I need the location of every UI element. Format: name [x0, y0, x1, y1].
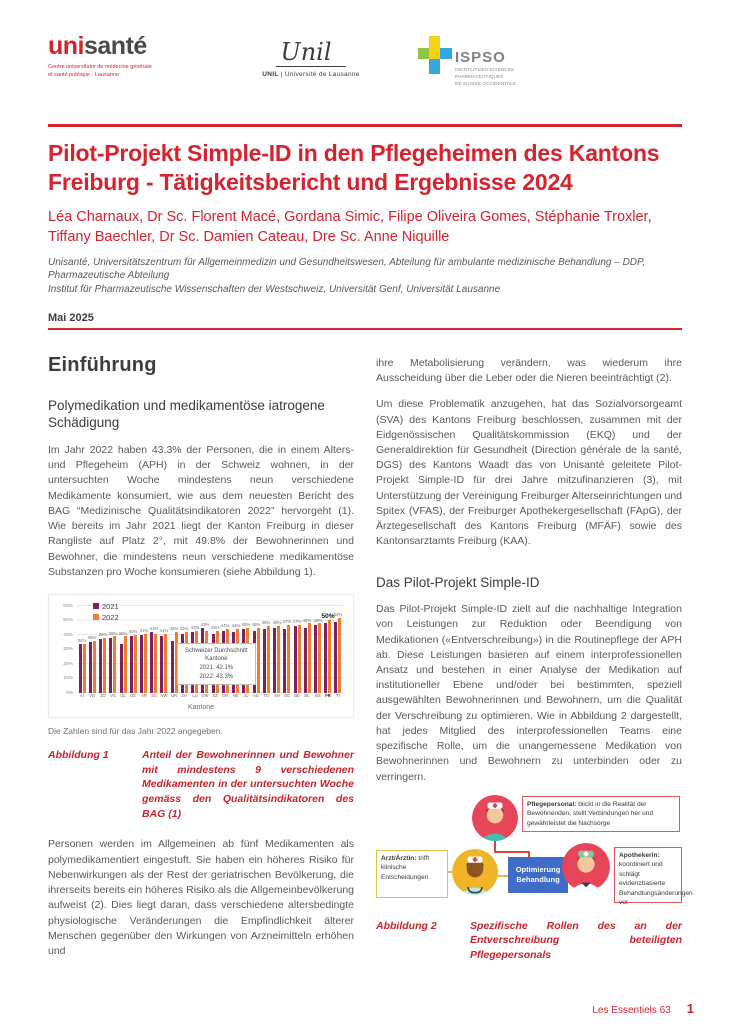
- bar: [124, 636, 127, 693]
- bar: [263, 629, 266, 693]
- connector-nurse-across: [494, 851, 530, 853]
- bar: [318, 623, 321, 693]
- bar-group: [292, 606, 302, 699]
- chart-legend: [93, 602, 119, 624]
- bar-value-label: 41%: [159, 628, 169, 633]
- bar-group: [282, 606, 292, 699]
- unisante-logo: [48, 34, 198, 80]
- right-column: [376, 354, 693, 963]
- chart-annotation-box: [177, 643, 256, 686]
- unisante-wordmark: [48, 34, 198, 59]
- bar-value-label: 47%: [292, 619, 302, 624]
- bar-value-label: 43%: [200, 622, 210, 627]
- bar-value-label: 34%: [77, 638, 87, 643]
- x-tick-label: VD: [89, 693, 96, 699]
- chart-x-axis-label: Kantone: [187, 703, 215, 711]
- ispso-cross-icon: [418, 36, 452, 76]
- bar-value-label: 43%: [210, 625, 220, 630]
- bar-group: [271, 606, 281, 699]
- x-tick-label: SO: [283, 693, 290, 699]
- bar-group: [77, 606, 87, 699]
- bar: [338, 618, 341, 693]
- section-heading-einfuehrung: Einführung: [48, 353, 157, 376]
- bar-value-label: 39%: [118, 631, 128, 636]
- x-tick-label: BS: [314, 693, 321, 699]
- x-tick-label: AG: [253, 693, 260, 699]
- x-tick-label: NW: [160, 693, 168, 699]
- bar-value-label: 38%: [98, 632, 107, 638]
- affiliation-line-1: Unisanté, Universitätszentrum für Allgemeinmedizin und Gesundheitswesen, Abteilung für ambulante medizinische Behandlung – DDP, Pharmazeutische Abteilung: [48, 256, 646, 282]
- ispso-caption-line1: INSTITUT DES SCIENCES: [455, 67, 515, 72]
- header-logos: [48, 34, 682, 96]
- authors-line: Léa Charnaux, Dr Sc. Florent Macé, Gordana Simic, Filipe Oliveira Gomes, Stéphanie Troxler, Tiffany Baechler, Dr Sc. Damien Cateau, Dre Sc. Anne Niquille: [48, 209, 652, 245]
- legend-item: [93, 613, 119, 622]
- bar-value-label: 48%: [313, 618, 322, 623]
- nurse-role-description: blickt in die Realität der Bewohnenden, stellt Verbindungen her und gewährleistet die Nachsorge: [527, 800, 654, 827]
- publication-date: Mai 2025: [48, 311, 94, 324]
- bar-value-label: 52%: [333, 612, 343, 617]
- bar-value-label: 39%: [108, 631, 118, 636]
- bar: [103, 638, 106, 693]
- unisante-brand-uni: uni: [48, 32, 84, 60]
- figure-2-diagram: [376, 795, 693, 907]
- affiliations: [48, 256, 682, 297]
- x-tick-label: TI: [336, 693, 340, 699]
- x-tick-label: VS: [110, 693, 116, 699]
- x-tick-label: SG: [150, 693, 157, 699]
- bar-group: [261, 606, 271, 699]
- paragraph-3: ihre Metabolisierung verändern, was wiederum ihre Ausscheidung über die Leber oder die Nieren beeinträchtigt (2).: [376, 356, 682, 385]
- unisante-tagline-line1: Centre universitaire de médecine générale: [48, 64, 152, 70]
- bar-value-label: 50%: [321, 612, 335, 620]
- bar: [164, 634, 167, 693]
- bar-value-label: 48%: [302, 618, 312, 623]
- subheading-pilot-projekt: Das Pilot-Projekt Simple-ID: [376, 574, 540, 590]
- bar: [134, 635, 137, 693]
- x-tick-label: LU: [192, 693, 198, 699]
- x-tick-label: AR: [140, 693, 147, 699]
- nurse-avatar: [472, 795, 518, 841]
- page-number: 1: [686, 1001, 694, 1016]
- doctor-avatar-graphic: [452, 849, 498, 895]
- legend-label: 2021: [102, 601, 119, 611]
- bar: [328, 620, 331, 693]
- unisante-tagline-line2: et santé publique · Lausanne: [48, 72, 119, 79]
- chart-footnote: Die Zahlen sind für das Jahr 2022 angegeben.: [48, 725, 223, 736]
- bar-value-label: 47%: [282, 619, 292, 624]
- nurse-role-box: [522, 796, 680, 833]
- pharmacist-avatar-graphic: [562, 843, 610, 891]
- ispso-caption-line3: DE SUISSE OCCIDENTALE: [455, 80, 517, 86]
- bar: [99, 639, 102, 693]
- pharmacist-role-title: Apothekerin:: [619, 851, 660, 859]
- ispso-cross-bottom: [429, 59, 440, 74]
- ispso-cross-right: [440, 48, 452, 59]
- ispso-cross-left: [418, 48, 429, 59]
- bar: [257, 628, 260, 693]
- unil-caption-rest: | Université de Lausanne: [278, 71, 360, 78]
- bar: [113, 636, 116, 693]
- unil-script-wordmark: Unil: [276, 40, 345, 67]
- nurse-avatar-graphic: [472, 795, 518, 841]
- ispso-text: [455, 36, 516, 87]
- bar-value-label: 41%: [139, 628, 148, 633]
- x-tick-label: GR: [222, 693, 229, 699]
- doctor-role-description: trifft klinische Entscheidungen: [381, 854, 430, 881]
- bar: [89, 642, 92, 693]
- figure-1-caption-text: Anteil der Bewohnerinnen und Bewohner mit mindestens 9 verschiedenen Medikamenten in der untersuchten Woche gemäss den Qualitätsindikatoren des BAG (1): [142, 748, 354, 820]
- bar-value-label: 41%: [149, 626, 159, 632]
- unisante-brand-sante: santé: [84, 32, 147, 60]
- bar-group: [138, 606, 148, 699]
- paragraph-2: Personen werden im Allgemeinen ab fünf Medikamenten als polymedikamentiert eingestuft. Sie haben ein höheres Risiko für Nebenwirkungen als der Rest der geriatrischen Bevölkerung, die ihrerseits bereits ein höheres Risiko als die Allgemeinbevölkerung aufweist (2). Dies liegt daran, dass verschiedene altersbedingte physiologische Veränderungen die Empfindlichkeit älterer Menschen gegenüber den Wirkungen von Arzneimitteln erhöhen und: [48, 838, 354, 957]
- paragraph-1: Im Jahr 2022 haben 43.3% der Personen, die in einem Alters- und Pflegeheim (APH) in der Schweiz wohnen, in der untersuchten Woche mindestens neun verschiedene Medikamente konsumiert, wie aus dem neuesten Bericht des BAG “Medizinische Qualitätsindikatoren 2022” hervorgeht (1). Wie bereits im Jahr 2021 liegt der Kanton Freiburg in dieser Rangliste auf Platz 2°, mit 49.8% der Bewohnerinnen und Bewohner, die mindestens neun verschiedene medikamentöse Substanzen pro Woche konsumieren (siehe Abbildung 1).: [48, 444, 354, 578]
- bar-value-label: 42%: [180, 626, 189, 632]
- bar-group: [333, 606, 343, 699]
- x-tick-label: TG: [263, 693, 270, 699]
- ispso-name: ISPSO: [455, 49, 506, 66]
- bar: [140, 635, 143, 693]
- bar: [273, 628, 276, 693]
- x-tick-label: AI: [80, 693, 85, 699]
- bar-group: [128, 606, 138, 699]
- bar: [294, 626, 297, 693]
- bar: [308, 623, 311, 693]
- nurse-role-title: Pflegepersonal:: [527, 800, 577, 808]
- title-top-rule: [48, 124, 682, 127]
- bar-value-label: 46%: [272, 621, 281, 626]
- ispso-caption: [455, 67, 516, 87]
- x-tick-label: GE: [130, 693, 137, 699]
- bar-group: [159, 606, 169, 699]
- y-tick-label: 10%: [63, 676, 73, 681]
- bar: [79, 644, 82, 693]
- chart-plot-area: [63, 601, 343, 699]
- bar: [283, 629, 286, 693]
- bar-group: [118, 606, 128, 699]
- left-column: [48, 354, 354, 963]
- paragraph-5: Das Pilot-Projekt Simple-ID zielt auf die nachhaltige Integration von Leistungen zur Reduktion oder Beendigung von Medikationen («Entverschreibung») in die Routinepflege der APH ab. Diese Leistungen basieren auf einem interprofessionellen Ansatz und bestehen in einer Analyse der Medikation auf institutioneller Ebene und/oder bei bestimmten, speziell ausgewählten Bewohnerinnen und Bewohnern, um die Qualität der Verschreibung zu optimieren. Wie in Abbildung 2 dargestellt, hat jedes Mitglied des interprofessionellen Teams eine spezifische Rolle, um die unangemessene Medikation von Bewohnerinnen und Bewohnern zu unterbinden oder zu verringern.: [376, 603, 682, 783]
- bar: [171, 641, 174, 693]
- figure-1-chart: [48, 594, 354, 718]
- ispso-logo: [418, 34, 516, 87]
- ispso-caption-line2: PHARMACEUTIQUES: [455, 73, 504, 79]
- bar: [277, 626, 280, 693]
- unisante-tagline: [48, 63, 198, 80]
- legend-label: 2022: [102, 612, 119, 622]
- bar-value-label: 45%: [241, 622, 251, 627]
- x-tick-label: ZH: [181, 693, 188, 699]
- bar-value-label: 40%: [128, 629, 138, 635]
- bar-group: [149, 606, 159, 699]
- bar: [83, 644, 86, 693]
- figure-2-caption: [376, 919, 682, 963]
- pharmacist-role-description: koordiniert und schlägt evidenzbasierte Behandlungsänderungen vor: [619, 861, 693, 907]
- bar-group: [321, 606, 335, 699]
- doctor-role-box: [376, 850, 448, 898]
- figure-2-caption-text: Spezifische Rollen des an der Entverschreibung beteiligten Pflegepersonals: [470, 919, 682, 962]
- bar-value-label: 42%: [169, 626, 179, 632]
- page-title: Pilot-Projekt Simple-ID in den Pflegeheimen des Kantons Freiburg - Tätigkeitsbericht und Ergebnisse 2024: [48, 140, 660, 196]
- doctor-role-title: Arzt/Ärztin:: [381, 854, 417, 862]
- y-tick-label: 20%: [63, 661, 73, 667]
- journal-name: Les Essentiels 63: [592, 1005, 671, 1016]
- y-tick-label: 0%: [65, 690, 73, 696]
- x-tick-label: UR: [171, 693, 178, 699]
- legend-swatch: [93, 603, 99, 609]
- x-tick-label: JU: [243, 693, 249, 699]
- y-tick-label: 30%: [63, 647, 73, 652]
- two-column-body: [48, 353, 693, 963]
- unil-caption-bold: UNIL: [262, 71, 279, 78]
- figure-2-label: Abbildung 2: [376, 919, 437, 932]
- x-tick-label: ZG: [99, 693, 106, 699]
- annotation-line: 2021: 42.1%: [199, 664, 234, 671]
- date-rule: [48, 328, 682, 330]
- x-tick-label: SH: [273, 693, 280, 699]
- bar-value-label: 44%: [221, 623, 230, 629]
- bar: [314, 625, 317, 693]
- y-tick-label: 50%: [63, 618, 73, 623]
- chart-y-axis: [57, 603, 75, 696]
- annotation-line: 2022: 43.3%: [199, 673, 234, 680]
- unil-logo: [246, 34, 376, 78]
- bar: [130, 636, 133, 693]
- legend-swatch: [93, 614, 99, 620]
- subheading-polymedikation: Polymedikation und medikamentöse iatrogene Schädigung: [48, 397, 325, 431]
- bar: [334, 622, 337, 693]
- page-footer: [592, 1001, 694, 1016]
- bar-value-label: 43%: [190, 625, 200, 630]
- bar: [304, 628, 307, 693]
- bar: [324, 623, 327, 693]
- x-tick-label: BE: [294, 693, 300, 699]
- bar: [154, 634, 157, 693]
- bar-value-label: 46%: [261, 621, 271, 626]
- affiliation-line-2: Institut für Pharmazeutische Wissenschaften der Westschweiz, Universität Genf, Universität Lausanne: [48, 284, 501, 296]
- pharmacist-avatar: [562, 843, 610, 891]
- bar: [150, 632, 153, 693]
- bar: [109, 638, 112, 693]
- x-tick-label: FR: [324, 693, 331, 699]
- bar: [93, 641, 96, 693]
- bar-group: [302, 606, 312, 699]
- bar-value-label: 36%: [87, 635, 97, 640]
- paragraph-4: Um diese Problematik anzugehen, hat das Sozialvorsorgeamt (SVA) des Kantons Freiburg beschlossen, zusammen mit der Eidgenössischen Qualitätskommission (EKQ) und der Generaldirektion für Gesundheit (Direction générale de la santé, DGS) des Kantons Waadt das von Unisanté geleitete Pilot-Projekt Simple-ID für drei Jahre mitzufinanzieren (3), mit Unterstützung der Vereinigung Freiburger Alterseinrichtungen und Spitex (VFAS), der Freiburger Apothekergesellschaft (FApG), der Ärztegesellschaft des Kantons Freiburg (MFÄF) sowie des Kantonsarztamts Freiburg (KAA).: [376, 398, 682, 548]
- bar: [298, 625, 301, 693]
- bar: [267, 626, 270, 693]
- optimization-center-box: Optimierung Behandlung: [508, 857, 568, 893]
- bar-value-label: 44%: [231, 623, 240, 629]
- bar: [287, 625, 290, 693]
- y-tick-label: 40%: [63, 632, 73, 638]
- bar: [120, 644, 123, 693]
- annotation-line: Schweizer Durchschnitt: [184, 647, 248, 654]
- annotation-line: Kantone: [205, 656, 228, 663]
- x-tick-label: BL: [304, 693, 310, 699]
- bar: [144, 634, 147, 693]
- x-tick-label: OW: [201, 693, 209, 699]
- x-tick-label: NE: [232, 693, 239, 699]
- figure-1-label: Abbildung 1: [48, 748, 109, 761]
- figure-1-caption: [48, 748, 354, 821]
- doctor-avatar: [452, 849, 498, 895]
- x-tick-label: GL: [120, 693, 126, 699]
- bar: [160, 636, 163, 693]
- unil-caption: [246, 71, 376, 78]
- y-tick-label: 60%: [63, 603, 73, 609]
- legend-item: [93, 602, 119, 611]
- bar-value-label: 45%: [251, 622, 261, 627]
- pharmacist-role-box: [614, 847, 693, 907]
- x-tick-label: SZ: [212, 693, 218, 699]
